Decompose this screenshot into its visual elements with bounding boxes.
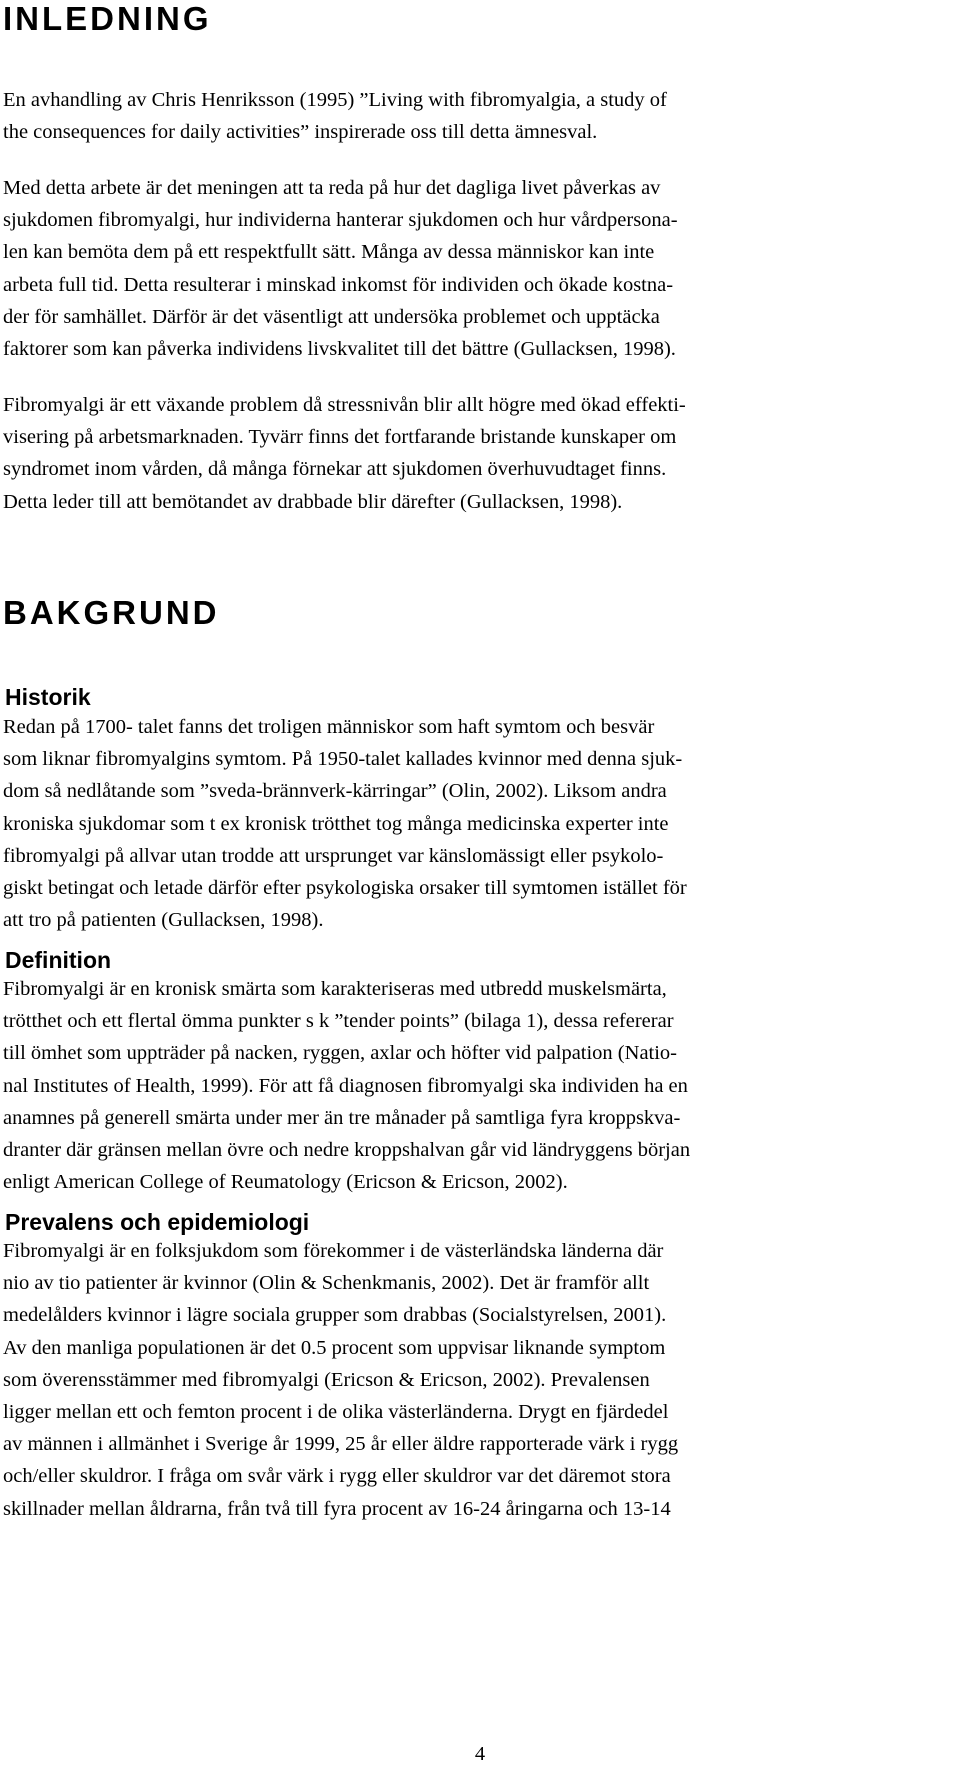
intro-paragraph-3: Fibromyalgi är ett växande problem då stressnivån blir allt högre med ökad effekti- visering på arbetsmarknaden. Tyvärr finns det fortfarande bristande kunskaper om syndromet inom vården, då många förnekar att sjukdomen överhuvudtaget finns. Detta leder till att bemötandet av drabbade blir därefter (Gullacksen, 1998). <box>3 394 686 513</box>
section-text-historik: Redan på 1700- talet fanns det troligen människor som haft symtom och besvär som liknar fibromyalgins symtom. På 1950-talet kallades kvinnor med denna sjuk- dom så nedlåtande som ”sveda-brännverk-kärringar” (Olin, 2002). Liksom andra kroniska sjukdomar som t ex kronisk trötthet tog många medicinska experter inte fibromyalgi på allvar utan trodde att ursprunget var känslomässigt eller psykolo- giskt betingat och letade därför efter psykologiska orsaker till symtomen istället för att tro på patienten (Gullacksen, 1998). <box>3 716 687 932</box>
section-text-definition: Fibromyalgi är en kronisk smärta som karakteriseras med utbredd muskelsmärta, trötthet och ett flertal ömma punkter s k ”tender points” (bilaga 1), dessa refererar till ömhet som uppträder på nacken, ryggen, axlar och höfter vid palpation (Natio- nal Institutes of Health, 1999). För att få diagnosen fibromyalgi ska individen ha en anamnes på generell smärta under mer än tre månader på samtliga fyra kroppskva- dranter där gränsen mellan övre och nedre kroppshalvan går vid ländryggens början enligt American College of Reumatology (Ericson & Ericson, 2002). <box>3 978 691 1194</box>
page-number: 4 <box>474 1743 486 1765</box>
heading-inledning: INLEDNING <box>3 0 212 37</box>
section-title-prevalens: Prevalens och epidemiologi <box>5 1209 310 1235</box>
heading-bakgrund: BAKGRUND <box>3 594 220 631</box>
section-text-prevalens: Fibromyalgi är en folksjukdom som förekommer i de västerländska länderna där nio av tio patienter är kvinnor (Olin & Schenkmanis, 2002). Det är framför allt medelålders kvinnor i lägre sociala grupper som drabbas (Socialstyrelsen, 2001). Av den manliga populationen är det 0.5 procent som uppvisar liknande symptom som överensstämmer med fibromyalgi (Ericson & Ericson, 2002). Prevalensen ligger mellan ett och femton procent i de olika västerländerna. Drygt en fjärdedel av männen i allmänhet i Sverige år 1999, 25 år eller äldre rapporterade värk i rygg och/eller skuldror. I fråga om svår värk i rygg eller skuldror var det däremot stora skillnader mellan åldrarna, från två till fyra procent av 16-24 åringarna och 13-14 <box>3 1240 679 1520</box>
intro-paragraph-2: Med detta arbete är det meningen att ta reda på hur det dagliga livet påverkas av sjukdomen fibromyalgi, hur individerna hanterar sjukdomen och hur vårdpersona- len kan bemöta dem på ett respektfullt sätt. Många av dessa människor kan inte arbeta full tid. Detta resulterar i minskad inkomst för individen och ökade kostna- der för samhället. Därför är det väsentligt att undersöka problemet och upptäcka faktorer som kan påverka individens livskvalitet till det bättre (Gullacksen, 1998). <box>3 177 678 361</box>
intro-paragraph-1: En avhandling av Chris Henriksson (1995) ”Living with fibromyalgia, a study of the consequences for daily activities” inspirerade oss till detta ämnesval. <box>3 89 667 144</box>
section-title-definition: Definition <box>5 947 112 973</box>
section-title-historik: Historik <box>5 684 91 710</box>
